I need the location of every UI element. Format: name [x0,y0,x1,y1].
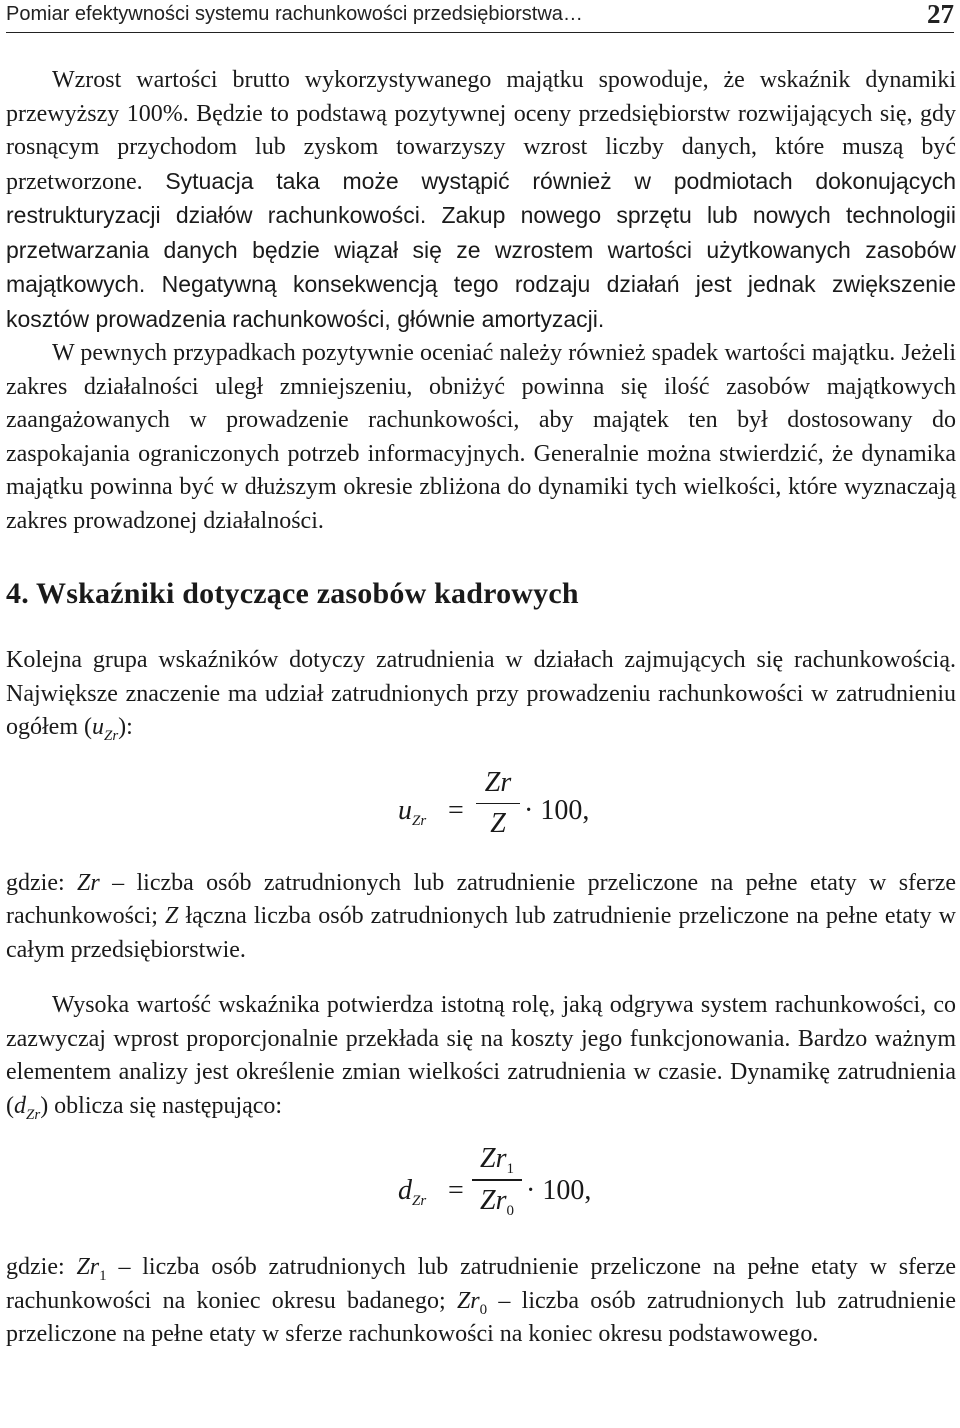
formula-employment-share [6,765,956,857]
formula-rhs: · 100, [526,1175,592,1206]
section-heading: 4. Wskaźniki dotyczące zasobów kadrowych [6,577,579,610]
formula-sub: 1 [506,1161,514,1177]
running-title: Pomiar efektywności systemu rachunkowości przedsiębiorstwa… [6,3,583,25]
paragraph-text: – liczba osób zatrudnionych lub zatrudnienie przeliczone na pełne etaty w sferze rachunkowości; [6,869,956,929]
paragraph-text-sans: Sytuacja taka może wystąpić również w podmiotach dokonujących restrukturyzacji działów rachunkowości. Zakup nowego sprzętu lub nowych technologii przetwarzania danych będzie wiązał się ze wzrostem wartości użytkowanych zasobów majątkowych. Negatywną konsekwencją tego rodzaju działań jest jednak zwiększenie kosztów prowadzenia rachunkowości, głównie amortyzacji. [6,167,956,332]
fraction-denominator [480,1183,514,1219]
formula-var: Zr [480,1143,507,1174]
variable-u: u [91,714,104,740]
fraction-numerator: Zr [484,766,512,798]
fraction-bar [476,803,520,805]
formula-sub: Zr [412,812,427,829]
formula-fraction [472,1141,522,1219]
paragraph-text: Kolejna grupa wskaźników dotyczy zatrudnienia w działach zajmujących się rachunkowością. Największe znaczenie ma udział zatrudnionych przy prowadzeniu rachunkowości w zatrudnieniu ogółem ( [6,647,956,740]
subscript-1: 1 [99,1268,107,1284]
subscript-zr: Zr [26,1106,41,1123]
formula-var: d [398,1175,412,1206]
paragraph-where-1 [6,867,956,968]
formula-rhs: · 100, [524,794,590,826]
formula-var: u [398,794,412,826]
formula-fraction [476,765,520,843]
paragraph-text: gdzie: [6,869,78,896]
paragraph-employment-dynamics [6,989,956,1123]
formula-lhs [398,1175,426,1207]
formula-lhs [398,795,426,827]
fraction-denominator: Z [490,808,506,839]
running-header [6,0,954,33]
paragraph-asset-decline [6,337,956,538]
formula-equals: = [448,1175,464,1206]
variable-zr1: Zr [76,1254,100,1280]
paragraph-text: łączna liczba osób zatrudnionych lub zatrudnienie przeliczone na pełne etaty w całym przedsiębiorstwie. [6,903,956,963]
formula-employment-dynamics [6,1141,956,1241]
paragraph-text: – liczba osób zatrudnionych lub zatrudnienie przeliczone na pełne etaty w sferze rachunkowości na koniec okresu podstawowego. [6,1287,956,1347]
fraction-bar [472,1179,522,1181]
page-number: 27 [927,0,954,29]
variable-zr: Zr [77,869,100,896]
paragraph-employment-share [6,644,956,745]
paragraph-text: Wysoka wartość wskaźnika potwierdza istotną rolę, jaką odgrywa system rachunkowości, co zazwyczaj wprost proporcjonalnie przekłada się na koszty jego funkcjonowania. Bardzo ważnym elementem analizy jest określenie zmian wielkości zatrudnienia w czasie. Dynamikę zatrudnienia ( [6,992,956,1119]
formula-equals: = [448,794,464,826]
paragraph-text: – liczba osób zatrudnionych lub zatrudnienie przeliczone na pełne etaty w sferze rachunkowości na koniec okresu badanego; [6,1254,956,1314]
paragraph-asset-growth [6,64,956,337]
formula-sub: Zr [412,1193,427,1209]
variable-d: d [14,1092,26,1119]
subscript-zr: Zr [103,728,119,744]
paragraph-text: gdzie: [6,1254,77,1280]
variable-zr0: Zr [456,1287,480,1314]
paragraph-text: ) oblicza się następująco: [40,1092,283,1119]
page-body [6,64,956,1352]
formula-var: Zr [480,1184,507,1216]
subscript-0: 0 [479,1301,488,1318]
variable-z: Z [165,903,179,929]
fraction-numerator [480,1141,514,1177]
paragraph-text: W pewnych przypadkach pozytywnie oceniać należy również spadek wartości majątku. Jeżeli zakres działalności uległ zmniejszeniu, obniżyć powinna się ilość zasobów majątkowych zaangażowanych w prowadzenie rachunkowości, aby majątek ten był dostosowany do zaspokajania ograniczonych potrzeb informacyjnych. Generalnie można stwierdzić, że dynamika majątku powinna być w dłuższym okresie zbliżona do dynamiki tych wielkości, które wyznaczają zakres prowadzonej działalności. [6,340,956,534]
paragraph-where-2 [6,1251,956,1352]
paragraph-text: ): [118,714,133,740]
formula-sub: 0 [506,1202,514,1219]
paragraph-text: Wzrost wartości brutto wykorzystywanego majątku spowoduje, że wskaźnik dynamiki przewyższy 100%. Będzie to podstawą pozytywnej oceny przedsiębiorstw rozwijających się, gdy rosnącym przychodom lub zyskom towarzyszy wzrost liczby danych, które muszą być przetworzone. [6,67,956,195]
